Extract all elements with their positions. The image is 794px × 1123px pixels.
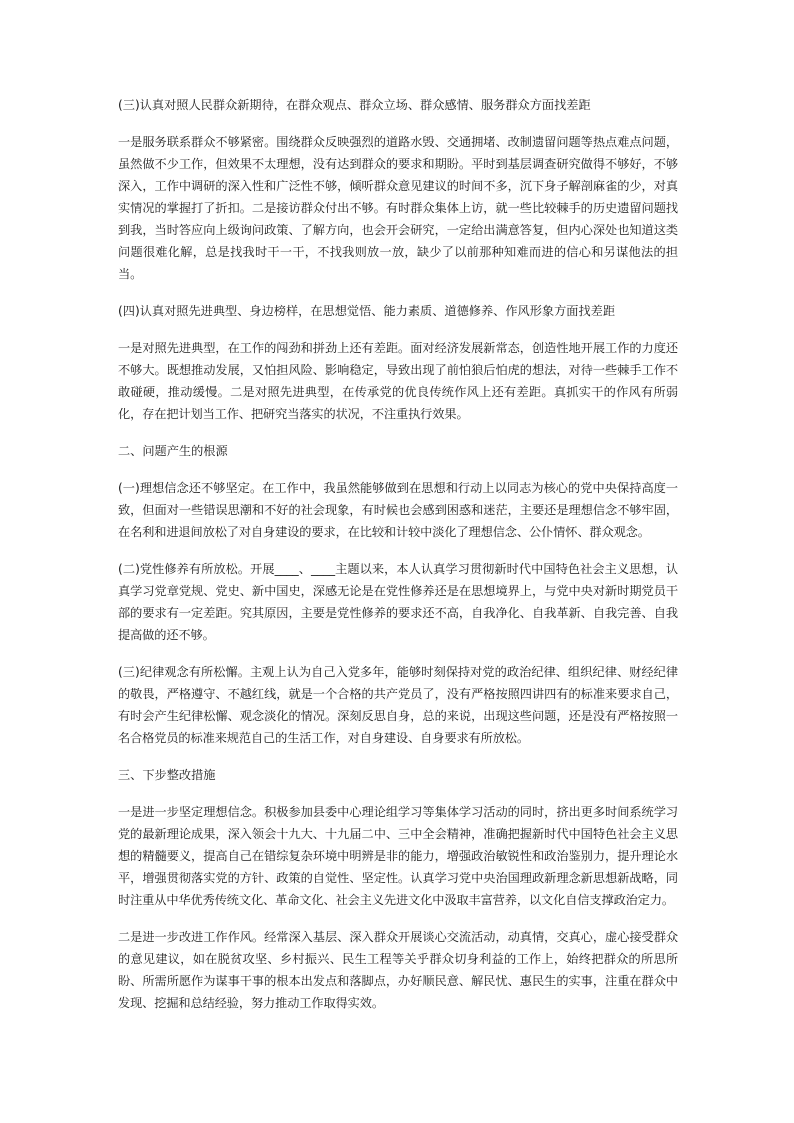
section-heading-3-4: (四)认真对照先进典型、身边榜样，在思想觉悟、能力素质、道德修养、作风形象方面找差距 xyxy=(118,304,616,318)
document-page xyxy=(118,94,678,1029)
section-heading-3-3: (三)认真对照人民群众新期待，在群众观点、群众立场、群众感情、服务群众方面找差距 xyxy=(118,98,591,112)
section-heading-next-steps: 三、下步整改措施 xyxy=(118,768,216,782)
body-paragraph-discipline: (三)纪律观念有所松懈。主观上认为自己入党多年，能够时刻保持对党的政治纪律、组织纪律、财经纪律的敬畏，严格遵守、不越红线，就是一个合格的共产党员了，没有严格按照四讲四有的标准来要求自己，有时会产生纪律松懈、观念淡化的情况。深刻反思自身，总的来说，出现这些问题，还是没有严格按照一名合格党员的标准来规范自己的生活工作，对自身建设、自身要求有所放松。 xyxy=(118,665,678,745)
body-paragraph-improve-style: 二是进一步改进工作作风。经常深入基层、深入群众开展谈心交流活动，动真情，交真心，虚心接受群众的意见建议，如在脱贫攻坚、乡村振兴、民生工程等关乎群众切身利益的工作上，始终把群众的所思所盼、所需所愿作为谋事干事的根本出发点和落脚点，办好顺民意、解民忧、惠民生的实事，注重在群众中发现、挖掘和总结经验，努力推动工作取得实效。 xyxy=(118,930,678,1010)
body-paragraph-advanced-models: 一是对照先进典型，在工作的闯劲和拼劲上还有差距。面对经济发展新常态，创造性地开展工作的力度还不够大。既想推动发展，又怕担风险、影响稳定，导致出现了前怕狼后怕虎的想法，对待一些棘手工作不敢碰硬，推动缓慢。二是对照先进典型，在传承党的优良传统作风上还有差距。真抓实干的作风有所弱化，存在把计划当工作、把研究当落实的状况，不注重执行效果。 xyxy=(118,341,678,421)
section-heading-root-causes: 二、问题产生的根源 xyxy=(118,444,228,458)
body-paragraph-service: 一是服务联系群众不够紧密。围绕群众反映强烈的道路水毁、交通拥堵、改制遗留问题等热点难点问题，虽然做不少工作，但效果不太理想，没有达到群众的要求和期盼。平时到基层调查研究做得不够好，不够深入，工作中调研的深入性和广泛性不够，倾听群众意见建议的时间不多，沉下身子解剖麻雀的少，对真实情况的掌握打了折扣。二是接访群众付出不够。有时群众集体上访，就一些比较棘手的历史遗留问题找到我，当时答应向上级询问政策、了解方向，也会开会研究，一定给出满意答复，但内心深处也知道这类问题很难化解，总是找我时干一干，不找我则放一放，缺少了以前那种知难而进的信心和另谋他法的担当。 xyxy=(118,135,678,281)
body-paragraph-ideals: (一)理想信念还不够坚定。在工作中，我虽然能够做到在思想和行动上以同志为核心的党中央保持高度一致，但面对一些错误思潮和不好的社会现象，有时候也会感到困惑和迷茫，主要还是理想信念不够牢固，在名利和进退间放松了对自身建设的要求，在比较和计较中淡化了理想信念、公仆情怀、群众观念。 xyxy=(118,481,678,539)
body-paragraph-party-spirit: (二)党性修养有所放松。开展____、____主题以来，本人认真学习贯彻新时代中国特色社会主义思想，认真学习党章党规、党史、新中国史，深感无论是在党性修养还是在思想境界上，与党中央对新时期党员干部的要求有一定差距。究其原因，主要是党性修养的要求还不高，自我净化、自我革新、自我完善、自我提高做的还不够。 xyxy=(118,562,678,642)
body-paragraph-strengthen-ideals: 一是进一步坚定理想信念。积极参加县委中心理论组学习等集体学习活动的同时，挤出更多时间系统学习党的最新理论成果，深入领会十九大、十九届二中、三中全会精神，准确把握新时代中国特色社会主义思想的精髓要义，提高自己在错综复杂环境中明辨是非的能力，增强政治敏锐性和政治鉴别力，提升理论水平，增强贯彻落实党的方针、政策的自觉性、坚定性。认真学习党中央治国理政新理念新思想新战略，同时注重从中华优秀传统文化、革命文化、社会主义先进文化中汲取丰富营养，以文化自信支撑政治定力。 xyxy=(118,805,678,907)
